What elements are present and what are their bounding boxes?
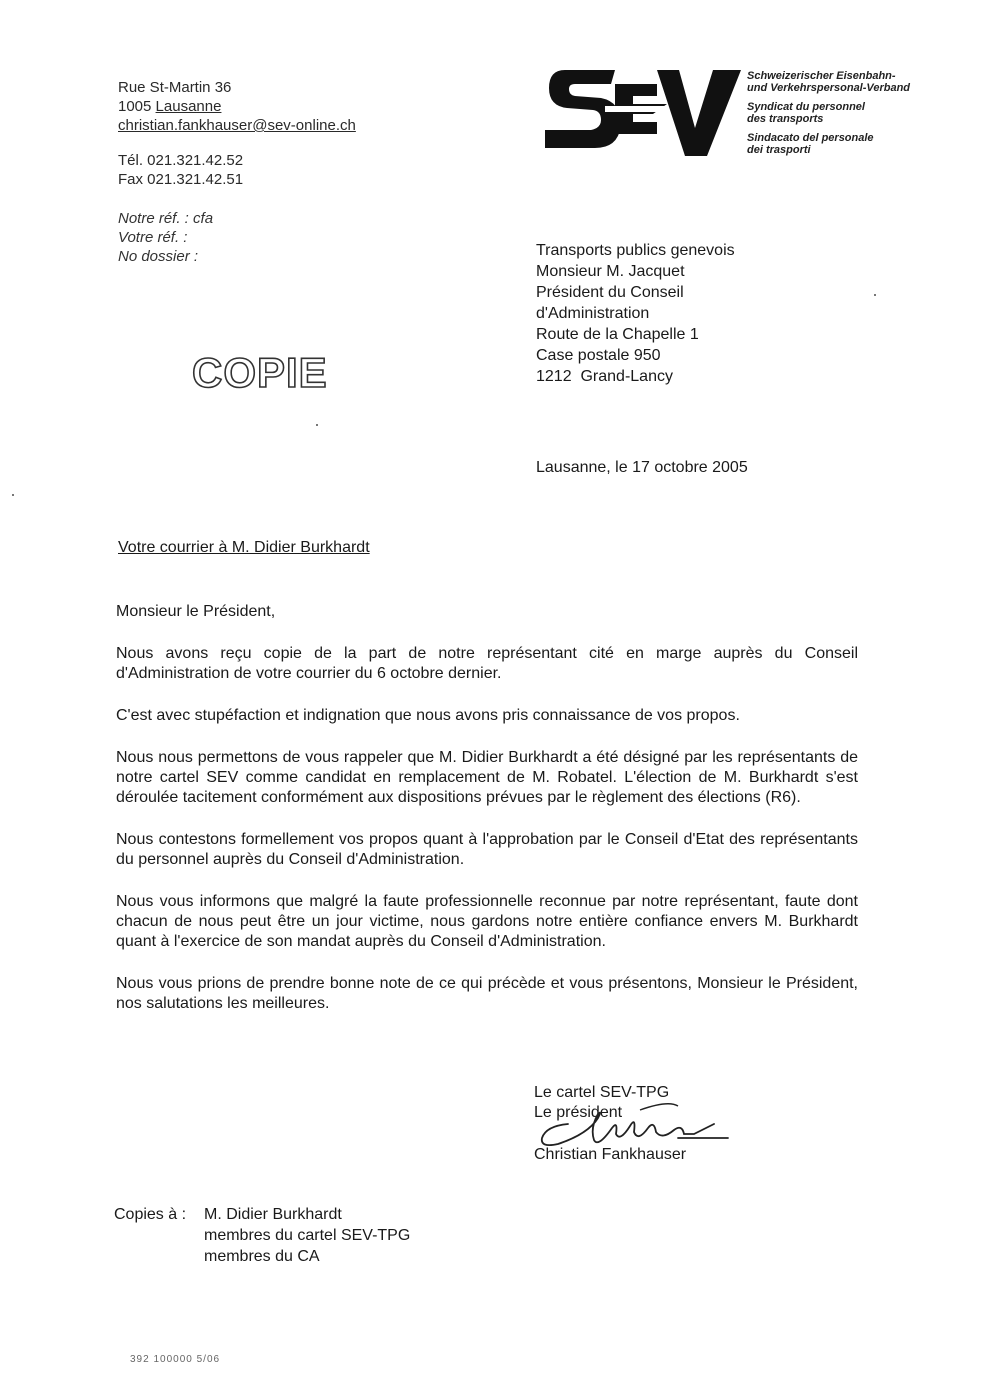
copie-stamp: [190, 345, 350, 395]
recipient-line-3: Président du Conseil: [536, 284, 684, 301]
scan-speck: [316, 424, 318, 426]
sender-city: Lausanne: [155, 98, 222, 115]
recipient-line-6: Case postale 950: [536, 347, 661, 364]
recipient-line-5: Route de la Chapelle 1: [536, 326, 699, 343]
closing-org: Le cartel SEV-TPG: [534, 1084, 670, 1101]
paragraph-4: Nous contestons formellement vos propos quant à l'approbation par le Conseil d'Etat des représentants du personnel auprès du Conseil d'Administration.: [116, 831, 858, 868]
paragraph-5: Nous vous informons que malgré la faute professionnelle reconnue par notre représentant, faute dont chacun de nous peut être un jour victime, nous gardons notre entière confiance envers M. Burkhardt quant à l'exercice de son mandat auprès du Conseil d'Administration.: [116, 893, 858, 950]
tagline-it-1: Sindacato del personale: [747, 132, 874, 144]
paragraph-6: Nous vous prions de prendre bonne note de ce qui précède et vous présentons, Monsieur le Président, nos salutations les meilleures.: [116, 975, 858, 1012]
copy-recipient: membres du CA: [204, 1248, 320, 1265]
scan-speck: [12, 494, 14, 496]
paragraph-3: Nous nous permettons de vous rappeler que M. Didier Burkhardt a été désigné par les représentants de notre cartel SEV comme candidat en remplacement de M. Robatel. L'élection de M. Burkhardt s'est déroulée tacitement conformément aux dispositions prévues par le règlement des élections (R6).: [116, 749, 858, 806]
sender-fax: Fax 021.321.42.51: [118, 171, 244, 188]
recipient-line-1: Transports publics genevois: [536, 242, 735, 259]
recipient-address: [536, 240, 735, 387]
copies-label: Copies à :: [114, 1206, 187, 1223]
file-number: No dossier :: [118, 248, 199, 265]
sev-logo: [545, 62, 745, 160]
tagline-fr-1: Syndicat du personnel: [747, 101, 865, 113]
sender-postcode: 1005: [118, 98, 152, 115]
sender-email-link[interactable]: christian.fankhauser@sev-online.ch: [118, 117, 356, 134]
handwritten-signature: [528, 1098, 738, 1154]
sender-city-line: [118, 97, 356, 116]
logo-tagline: [747, 70, 910, 163]
letter-body: [116, 602, 858, 1036]
svg-text:COPIE: COPIE: [192, 349, 328, 395]
sender-street: Rue St-Martin 36: [118, 79, 232, 96]
paragraph-1: Nous avons reçu copie de la part de notre représentant cité en marge auprès du Conseil d'Administration de votre courrier du 6 octobre dernier.: [116, 645, 858, 682]
tagline-fr-2: des transports: [747, 113, 824, 125]
scan-speck: [874, 294, 876, 296]
form-code: 392 100000 5/06: [130, 1354, 221, 1365]
recipient-line-7: 1212 Grand-Lancy: [536, 368, 673, 385]
recipient-line-2: Monsieur M. Jacquet: [536, 263, 685, 280]
closing-role: Le président: [534, 1104, 623, 1121]
recipient-line-4: d'Administration: [536, 305, 650, 322]
your-reference: Votre réf. :: [118, 229, 188, 246]
letter-subject: Votre courrier à M. Didier Burkhardt: [118, 539, 370, 556]
sender-phone: Tél. 021.321.42.52: [118, 152, 244, 169]
copy-recipient: M. Didier Burkhardt: [204, 1206, 342, 1223]
reference-block: [118, 209, 213, 266]
tagline-de-1: Schweizerischer Eisenbahn-: [747, 70, 896, 82]
letter-date: Lausanne, le 17 octobre 2005: [536, 459, 748, 476]
salutation: Monsieur le Président,: [116, 603, 276, 620]
closing-name: Christian Fankhauser: [534, 1146, 687, 1163]
copies-list: [204, 1204, 410, 1267]
paragraph-2: C'est avec stupéfaction et indignation que nous avons pris connaissance de vos propos.: [116, 707, 740, 724]
copy-recipient: membres du cartel SEV-TPG: [204, 1227, 411, 1244]
sender-address: [118, 78, 356, 189]
tagline-de-2: und Verkehrspersonal-Verband: [747, 82, 911, 94]
tagline-it-2: dei trasporti: [747, 144, 811, 156]
our-reference: Notre réf. : cfa: [118, 210, 214, 227]
